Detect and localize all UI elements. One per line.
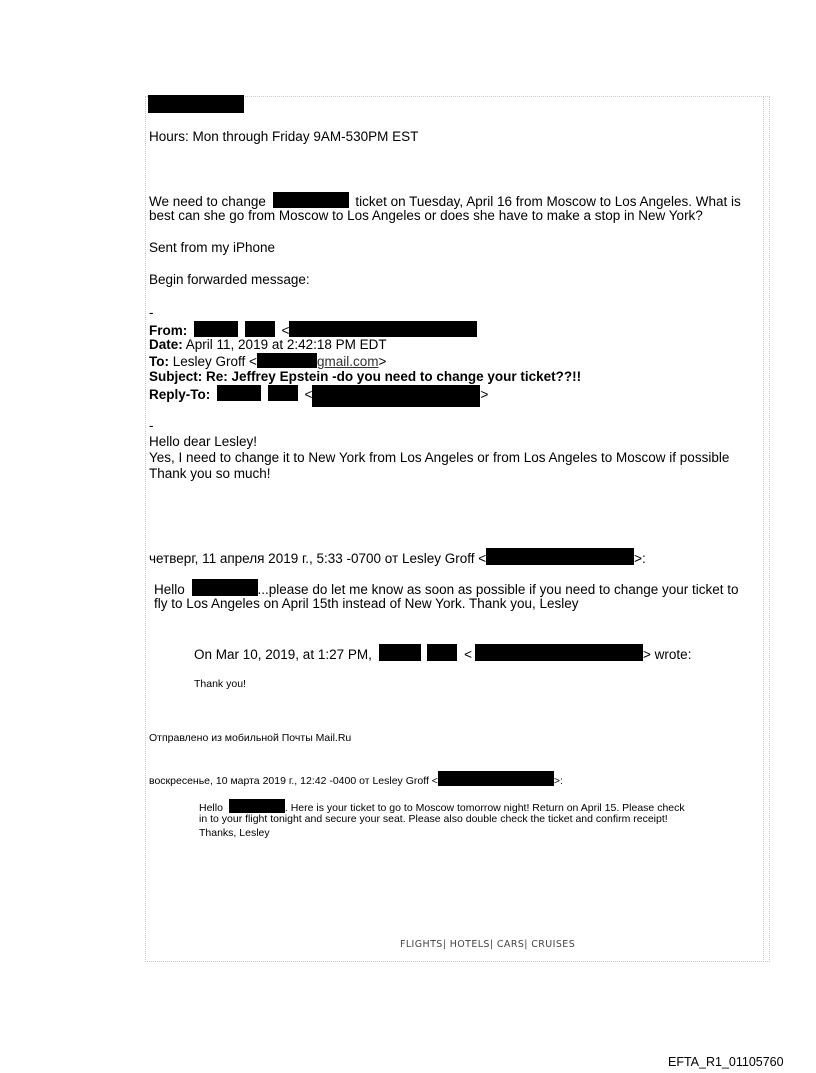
separator-dash-2: - bbox=[149, 418, 154, 433]
quote1-line1-end: ...please do let me know as soon as possible if you need to change your ticket to bbox=[257, 582, 739, 597]
msg1-line2: best can she go from Moscow to Los Angeles or does she have to make a stop in New York? bbox=[149, 208, 703, 223]
quote3-header-start: воскресенье, 10 марта 2019 г., 12:42 -0400 от Lesley Groff < bbox=[149, 775, 438, 787]
quote3-hello: Hello bbox=[199, 802, 223, 814]
redaction-quote3-name bbox=[229, 799, 285, 813]
msg1-line1-end: ticket on Tuesday, April 16 from Moscow to Los Angeles. What is bbox=[355, 194, 741, 209]
redaction-reply-last bbox=[268, 385, 298, 401]
reply-greeting: Hello dear Lesley! bbox=[149, 434, 258, 449]
quote1-header bbox=[149, 548, 646, 567]
quote2-header-end: > wrote: bbox=[643, 647, 692, 662]
quote2-header-start: On Mar 10, 2019, at 1:27 PM, bbox=[194, 647, 372, 662]
subject-label: Subject: bbox=[149, 369, 203, 384]
quote1-header-end: >: bbox=[634, 551, 646, 566]
from-label: From: bbox=[149, 323, 188, 338]
redaction-quote2-first bbox=[379, 644, 421, 661]
quote3-header bbox=[149, 771, 563, 788]
begin-forwarded: Begin forwarded message: bbox=[149, 272, 310, 287]
redaction-quote3-email bbox=[438, 771, 554, 786]
redaction-to-email bbox=[257, 353, 317, 368]
to-label: To: bbox=[149, 354, 169, 369]
hours-text: Hours: Mon through Friday 9AM-530PM EST bbox=[149, 129, 419, 144]
redaction-quote1-email bbox=[486, 548, 634, 565]
quote1-header-start: четверг, 11 апреля 2019 г., 5:33 -0700 от Lesley Groff < bbox=[149, 551, 487, 566]
separator-dash: - bbox=[149, 305, 154, 320]
quote3-line1-end: . Here is your ticket to go to Moscow tomorrow night! Return on April 15. Please check bbox=[284, 802, 685, 814]
redaction-quote2-email bbox=[475, 644, 643, 661]
quote1-line2: fly to Los Angeles on April 15th instead of New York. Thank you, Lesley bbox=[154, 596, 579, 611]
footer-links[interactable]: FLIGHTS| HOTELS| CARS| CRUISES bbox=[400, 939, 576, 950]
reply-line-3: Thank you so much! bbox=[149, 466, 271, 481]
sent-from-iphone: Sent from my iPhone bbox=[149, 240, 276, 255]
redaction-from-first bbox=[194, 321, 238, 337]
quote2-body: Thank you! bbox=[194, 678, 246, 690]
fwd-reply-line bbox=[149, 385, 488, 407]
quote3-header-end: >: bbox=[553, 775, 563, 787]
redaction-reply-first bbox=[217, 385, 261, 401]
subject-value: Re: Jeffrey Epstein -do you need to change your ticket??!! bbox=[206, 369, 582, 384]
sent-from-mailru: Отправлено из мобильной Почты Mail.Ru bbox=[149, 732, 352, 744]
msg1-line1-start: We need to change bbox=[149, 194, 266, 209]
redaction-from-email bbox=[289, 321, 477, 337]
quote1-hello: Hello bbox=[154, 582, 185, 597]
quote3-line3: Thanks, Lesley bbox=[199, 827, 270, 839]
to-value: Lesley Groff < bbox=[172, 354, 257, 369]
reply-line-2: Yes, I need to change it to New York from Los Angeles or from Los Angeles to Moscow if possible bbox=[149, 450, 730, 465]
to-domain-link[interactable]: gmail.com bbox=[316, 354, 379, 369]
reply-lt: < bbox=[304, 387, 313, 402]
date-value: April 11, 2019 at 2:42:18 PM EDT bbox=[185, 337, 387, 352]
redaction-name bbox=[273, 192, 349, 208]
fwd-date-line bbox=[149, 337, 387, 353]
quote3-line2: in to your flight tonight and secure your seat. Please also double check the ticket and confirm receipt! bbox=[199, 813, 668, 825]
from-lt: < bbox=[281, 323, 290, 338]
to-gt: > bbox=[378, 354, 387, 369]
redaction-quote2-last bbox=[427, 644, 457, 661]
fwd-to-line bbox=[149, 353, 386, 370]
fwd-subject-line bbox=[149, 369, 581, 385]
redaction-header bbox=[148, 95, 244, 113]
quote2-header bbox=[194, 644, 691, 663]
quote2-lt: < bbox=[464, 647, 473, 662]
date-label: Date: bbox=[149, 337, 183, 352]
redaction-quote1-name bbox=[192, 579, 258, 596]
redaction-reply-email bbox=[312, 385, 480, 407]
reply-label: Reply-To: bbox=[149, 387, 211, 402]
frame-divider bbox=[763, 96, 764, 962]
reply-gt: > bbox=[480, 387, 489, 402]
document-id: EFTA_R1_01105760 bbox=[668, 1055, 784, 1069]
redaction-from-last bbox=[245, 321, 275, 337]
